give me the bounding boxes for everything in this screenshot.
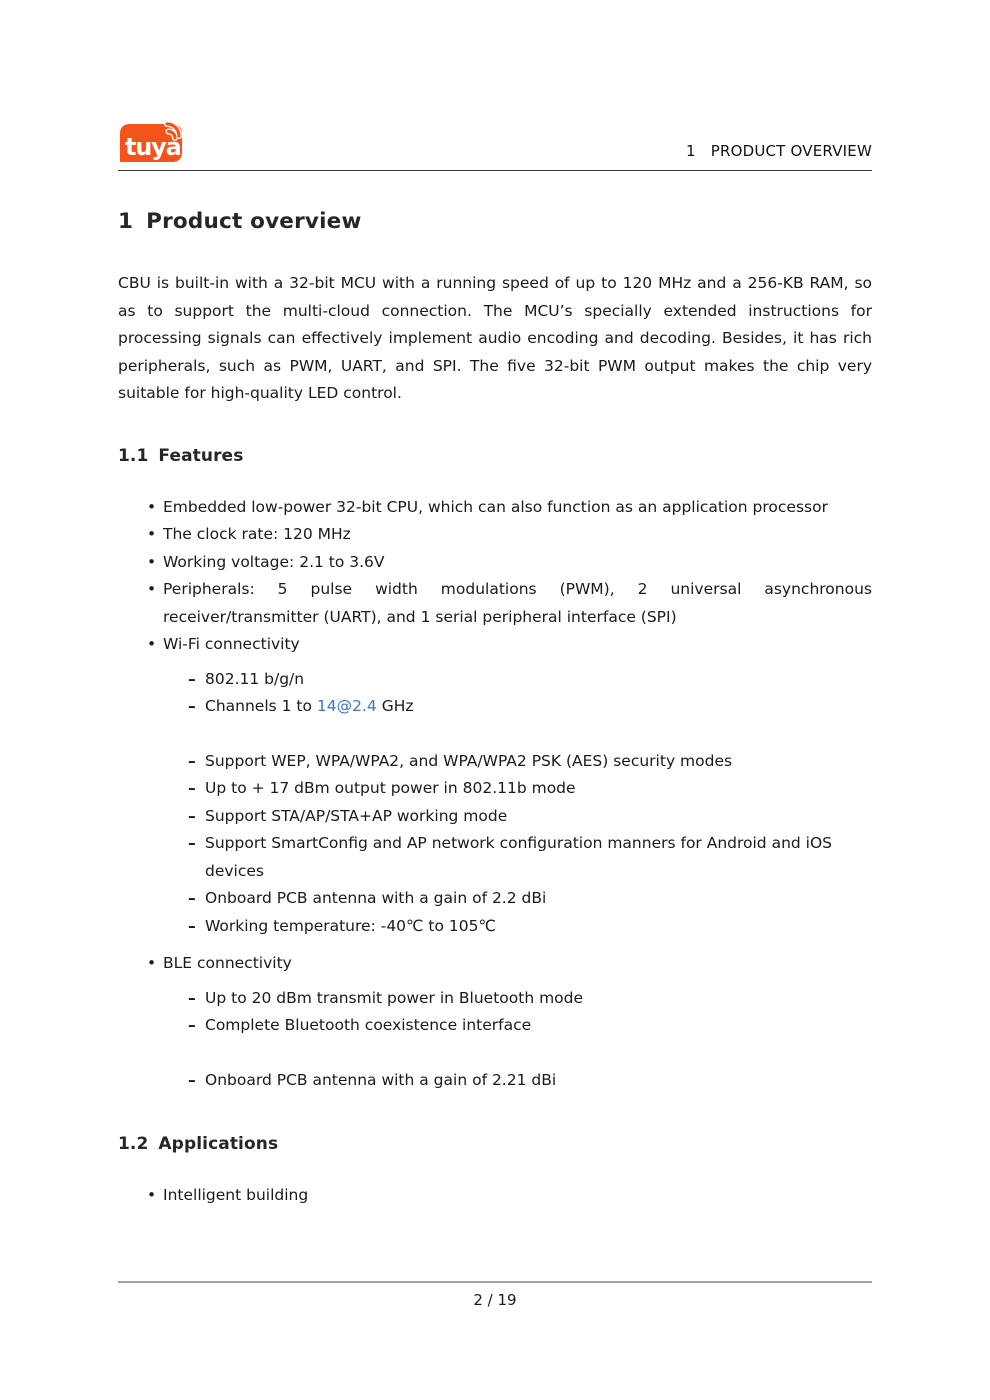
list-item — [188, 830, 872, 885]
chapter-heading — [118, 209, 872, 234]
bullet-marker: • — [147, 552, 157, 571]
section-heading-features — [118, 446, 872, 466]
features-list-continued — [118, 950, 872, 978]
dash-marker: – — [188, 1070, 196, 1089]
footer-rule — [118, 1281, 872, 1283]
list-item — [188, 693, 872, 721]
chapter-heading-text: Product overview — [146, 209, 362, 234]
channels-text-post: GHz — [376, 697, 414, 715]
list-item — [188, 666, 872, 694]
page-number: 2 / 19 — [473, 1291, 517, 1309]
list-item — [147, 950, 872, 978]
wifi-sub-list — [118, 666, 872, 941]
bullet-marker: • — [147, 954, 157, 972]
list-item — [188, 1012, 872, 1040]
bullet-marker: • — [147, 497, 157, 516]
logo-wordmark: tuya — [125, 133, 181, 161]
section-heading-applications — [118, 1134, 872, 1154]
list-item-text: Embedded low-power 32-bit CPU, which can also function as an application processor — [163, 497, 828, 516]
list-item-text — [205, 693, 872, 721]
bullet-marker: • — [147, 635, 157, 653]
tuya-logo — [118, 112, 186, 164]
channels-text-pre: Channels 1 to — [205, 697, 317, 715]
list-item-text: Working voltage: 2.1 to 3.6V — [163, 552, 385, 571]
dash-marker: – — [188, 669, 196, 688]
dash-marker: – — [188, 751, 196, 770]
list-item — [188, 913, 872, 941]
list-item-text: Intelligent building — [163, 1186, 309, 1204]
list-item — [147, 576, 872, 631]
list-item-text: Complete Bluetooth coexistence interface — [205, 1016, 532, 1034]
list-item-text: Onboard PCB antenna with a gain of 2.2 dBi — [205, 889, 547, 907]
chapter-heading-number: 1 — [118, 209, 134, 234]
list-item-text: Support STA/AP/STA+AP working mode — [205, 806, 508, 825]
channels-link[interactable]: 14@2.4 — [316, 697, 377, 715]
section-title: Features — [158, 445, 244, 466]
dash-marker: – — [188, 889, 196, 907]
page-footer — [118, 1281, 872, 1309]
bullet-marker: • — [147, 525, 157, 543]
dash-marker: – — [188, 916, 196, 935]
list-item — [147, 1182, 872, 1210]
list-item-text: 802.11 b/g/n — [205, 669, 305, 688]
list-item-text: Onboard PCB antenna with a gain of 2.21 dBi — [205, 1070, 557, 1089]
list-item-text: BLE connectivity — [163, 954, 292, 972]
list-item-text: Up to 20 dBm transmit power in Bluetooth mode — [205, 988, 584, 1007]
section-title: Applications — [158, 1134, 279, 1154]
ble-sub-list — [118, 985, 872, 1095]
list-item-text: Peripherals: 5 pulse width modulations (PWM), 2 universal asynchronous receiver/transmitter (UART), and 1 serial peripheral interface (SPI) — [163, 580, 872, 626]
dash-marker: – — [188, 779, 196, 797]
list-item — [188, 1067, 872, 1095]
list-item-text: Wi-Fi connectivity — [163, 635, 300, 653]
list-item — [147, 549, 872, 577]
running-header-chapter-number: 1 — [685, 142, 696, 160]
header-rule — [118, 170, 872, 171]
running-header — [686, 142, 872, 164]
dash-marker: – — [188, 1016, 196, 1034]
list-item — [147, 494, 872, 522]
list-item — [188, 985, 872, 1013]
list-item — [147, 631, 872, 659]
dash-marker: – — [188, 988, 196, 1007]
bullet-marker: • — [147, 580, 157, 598]
applications-list — [118, 1182, 872, 1210]
section-number: 1.2 — [118, 1134, 149, 1154]
list-item-text: Up to + 17 dBm output power in 802.11b mode — [205, 779, 576, 797]
list-item — [147, 521, 872, 549]
list-item-text: The clock rate: 120 MHz — [163, 525, 351, 543]
dash-marker: – — [188, 834, 196, 852]
intro-paragraph: CBU is built-in with a 32-bit MCU with a running speed of up to 120 MHz and a 256-KB RAM, so as to support the multi-cloud connection. The MCU’s specially extended instructions for processing signals can effectively implement audio encoding and decoding. Besides, it has rich peripherals, such as PWM, UART, and SPI. The five 32-bit PWM output makes the chip very suitable for high-quality LED control. — [118, 274, 872, 402]
list-item — [188, 885, 872, 913]
dash-marker: – — [188, 697, 196, 715]
running-header-chapter-title: PRODUCT OVERVIEW — [710, 142, 872, 160]
dash-marker: – — [188, 806, 196, 825]
list-item-text: Support SmartConfig and AP network configuration manners for Android and iOS devices — [205, 834, 833, 880]
list-item-text: Working temperature: -40℃ to 105℃ — [205, 916, 496, 935]
list-item — [188, 775, 872, 803]
bullet-marker: • — [147, 1186, 157, 1204]
list-item — [188, 803, 872, 831]
list-item — [188, 748, 872, 776]
features-list — [118, 494, 872, 659]
list-item-text: Support WEP, WPA/WPA2, and WPA/WPA2 PSK (AES) security modes — [205, 751, 733, 770]
section-number: 1.1 — [118, 445, 149, 466]
page-header — [118, 112, 872, 164]
